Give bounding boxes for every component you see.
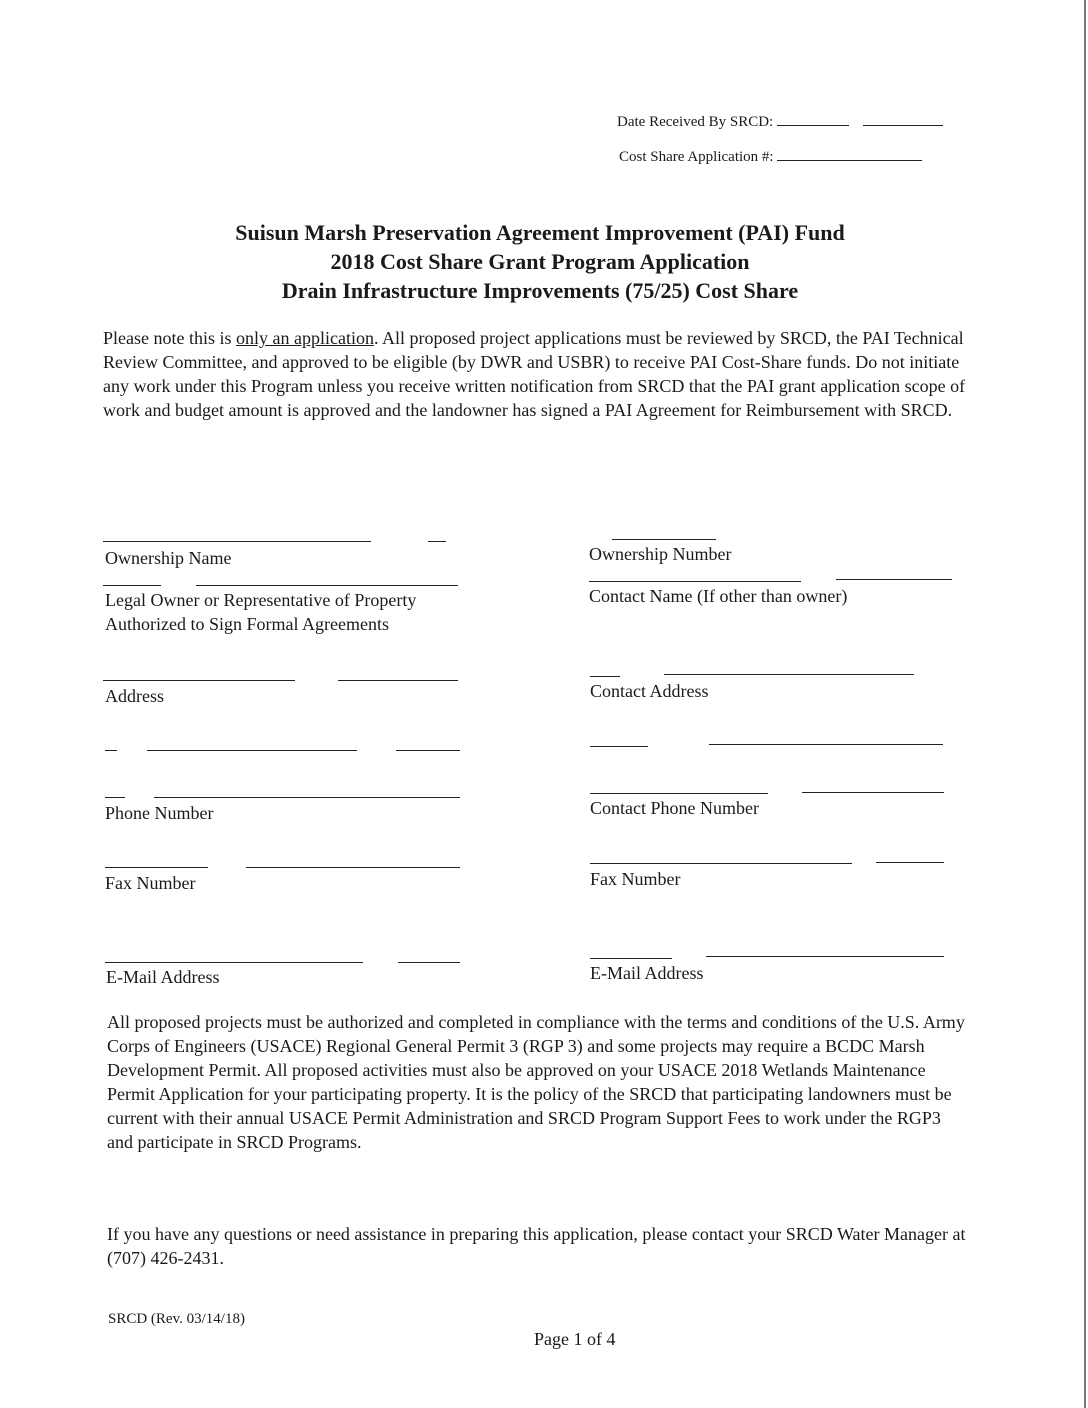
address-label: Address	[105, 686, 164, 706]
contact-name-label: Contact Name (If other than owner)	[589, 586, 848, 606]
title-line-2: 2018 Cost Share Grant Program Application	[330, 249, 750, 274]
title-line-1: Suisun Marsh Preservation Agreement Improvement (PAI) Fund	[235, 220, 845, 245]
legal-owner-line-a[interactable]	[103, 585, 161, 586]
revision-note: SRCD (Rev. 03/14/18)	[108, 1311, 245, 1327]
contact-address-line[interactable]	[664, 674, 914, 675]
contact-address-line-a[interactable]	[590, 676, 620, 677]
phone-line[interactable]	[154, 797, 460, 798]
application-number-blank[interactable]	[777, 148, 922, 161]
contact-email-label: E-Mail Address	[590, 963, 704, 983]
email-line[interactable]	[105, 962, 363, 963]
address-line-2-ext[interactable]	[396, 750, 460, 751]
contact-fax-label: Fax Number	[590, 869, 681, 889]
address-line-ext[interactable]	[338, 680, 458, 681]
application-number-label: Cost Share Application #:	[619, 149, 774, 165]
date-received-blank-1[interactable]	[777, 113, 849, 126]
contact-name-line-ext[interactable]	[836, 579, 952, 580]
email-label: E-Mail Address	[106, 967, 220, 987]
fax-line[interactable]	[246, 867, 460, 868]
date-received-label: Date Received By SRCD:	[617, 114, 774, 130]
application-number-field[interactable]	[619, 148, 922, 166]
fax-line-a[interactable]	[105, 867, 208, 868]
contact-email-line-a[interactable]	[590, 958, 672, 959]
contact-paragraph: If you have any questions or need assistance in preparing this application, please contact your SRCD Water Manager at (707) 426-2431.	[107, 1224, 966, 1268]
intro-prefix: Please note this is	[103, 328, 236, 348]
contact-address-label: Contact Address	[590, 681, 709, 701]
contact-email-line[interactable]	[706, 956, 944, 957]
contact-phone-line[interactable]	[590, 793, 768, 794]
address-line[interactable]	[103, 680, 295, 681]
page-edge	[1084, 0, 1086, 1408]
intro-paragraph	[103, 326, 973, 422]
ownership-name-line[interactable]	[103, 541, 371, 542]
contact-phone-label: Contact Phone Number	[590, 798, 759, 818]
legal-owner-label-2: Authorized to Sign Formal Agreements	[105, 614, 389, 634]
document-title	[110, 218, 970, 305]
phone-label: Phone Number	[105, 803, 214, 823]
address-line-2-a[interactable]	[105, 750, 117, 751]
page-number: Page 1 of 4	[534, 1329, 616, 1349]
ownership-number-label: Ownership Number	[589, 544, 732, 564]
contact-phone-line-ext[interactable]	[802, 792, 944, 793]
email-line-ext[interactable]	[398, 962, 460, 963]
contact-name-line[interactable]	[589, 581, 801, 582]
fax-label: Fax Number	[105, 873, 196, 893]
intro-emphasis: only an application	[236, 328, 374, 348]
phone-line-a[interactable]	[105, 797, 125, 798]
ownership-name-line-ext[interactable]	[428, 541, 446, 542]
contact-address-line-2[interactable]	[709, 744, 943, 745]
contact-address-line-2-a[interactable]	[590, 746, 648, 747]
legal-owner-line[interactable]	[196, 585, 458, 586]
intro-body: . All proposed project applications must be reviewed by SRCD, the PAI Technical Review Committee, and approved to be eligible (by DWR and USBR) to receive PAI Cost-Share funds. Do not initiate any work under this Program unless you receive written notification from SRCD that the PAI grant application scope of work and budget amount is approved and the landowner has signed a PAI Agreement for Reimbursement with SRCD.	[103, 328, 966, 420]
address-line-2[interactable]	[147, 750, 357, 751]
date-received-blank-2[interactable]	[863, 113, 943, 126]
legal-owner-label-1: Legal Owner or Representative of Property	[105, 590, 417, 610]
ownership-number-line[interactable]	[612, 539, 716, 540]
compliance-paragraph: All proposed projects must be authorized and completed in compliance with the terms and conditions of the U.S. Army Corps of Engineers (USACE) Regional General Permit 3 (RGP 3) and some projects may require a BCDC Marsh Development Permit. All proposed activities must also be approved on your USACE 2018 Wetlands Maintenance Permit Application for your participating property. It is the policy of the SRCD that participating landowners must be current with their annual USACE Permit Administration and SRCD Program Support Fees to work under the RGP3 and participate in SRCD Programs.	[107, 1012, 965, 1152]
contact-fax-line-ext[interactable]	[876, 862, 944, 863]
contact-fax-line[interactable]	[590, 863, 852, 864]
date-received-field[interactable]	[617, 113, 943, 131]
title-line-3: Drain Infrastructure Improvements (75/25) Cost Share	[281, 278, 799, 303]
ownership-name-label: Ownership Name	[105, 548, 232, 568]
